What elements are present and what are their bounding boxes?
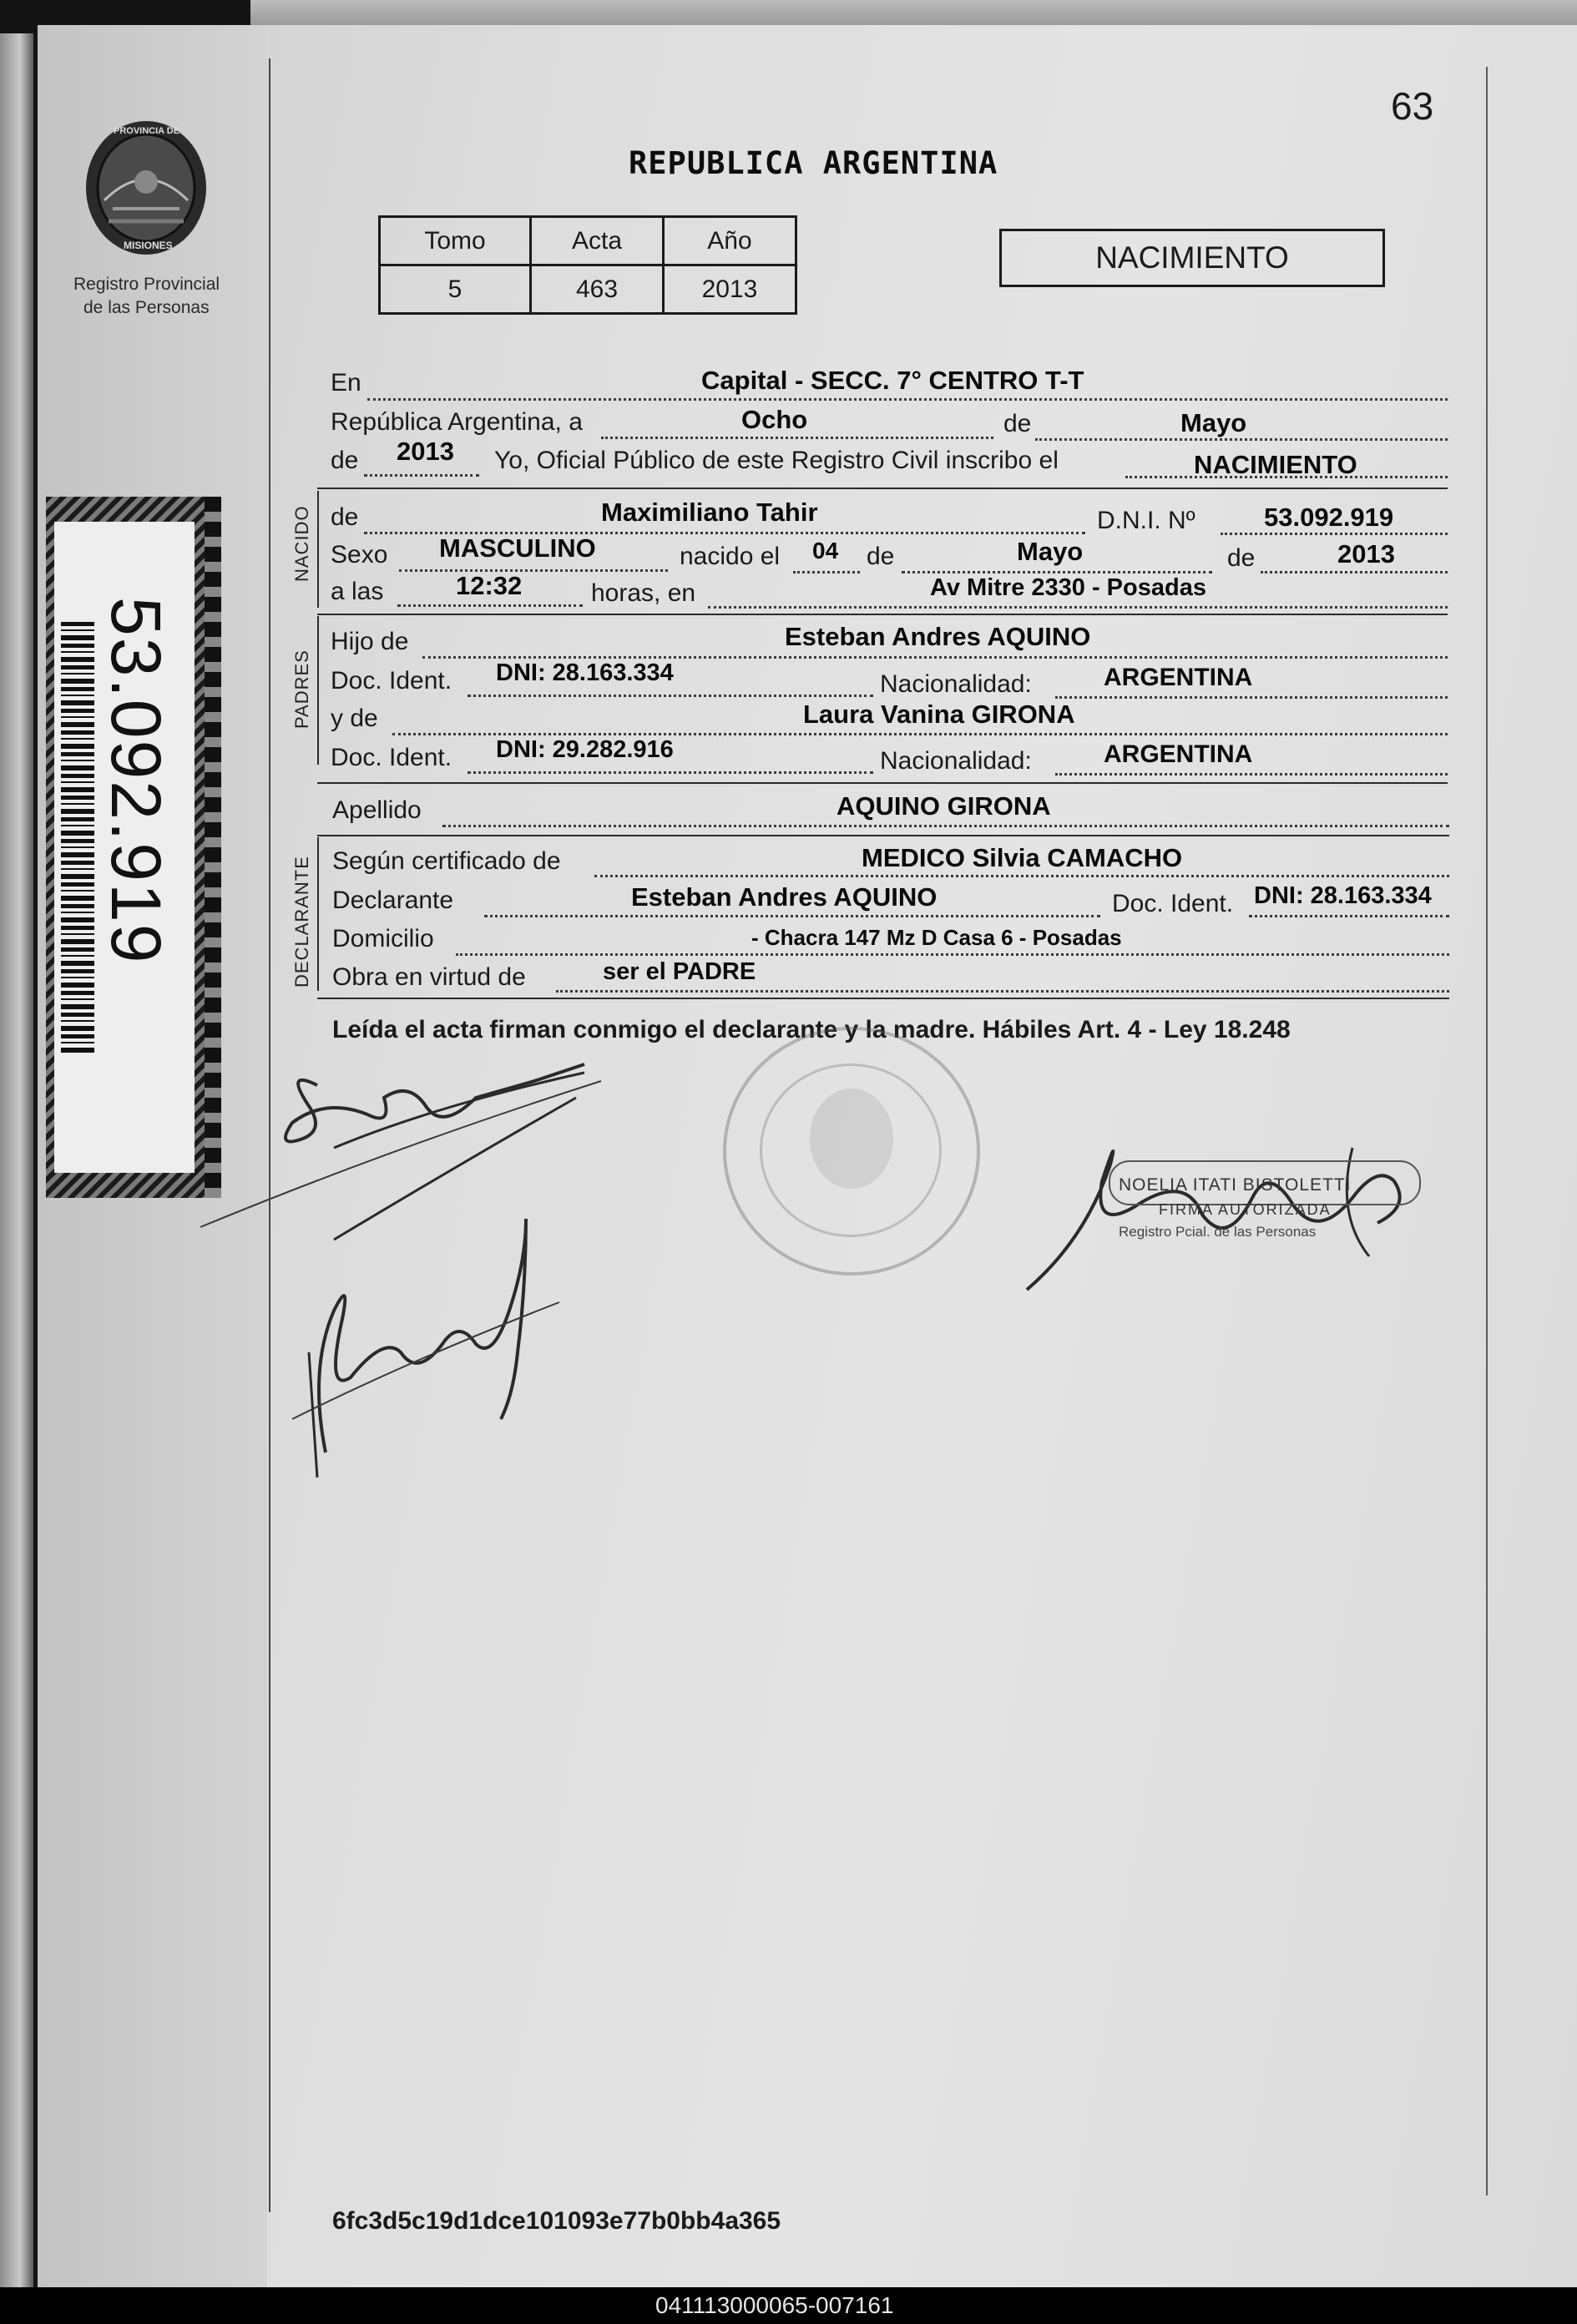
child-name-value: Maximiliano Tahir — [601, 498, 818, 527]
section-label-padres: PADRES — [291, 649, 312, 729]
dotted-line — [1035, 438, 1448, 441]
dotted-line — [1261, 571, 1448, 573]
section-divider — [317, 998, 1449, 999]
label-hijo-de: Hijo de — [331, 628, 409, 655]
registry-name-line1: Registro Provincial — [73, 275, 220, 294]
year-value: 2013 — [397, 437, 454, 466]
table-header-acta: Acta — [531, 217, 664, 265]
place-value: Capital - SECC. 7° CENTRO T-T — [701, 366, 1084, 395]
dotted-line — [1249, 915, 1449, 917]
label-de-year: de — [331, 447, 359, 474]
section-divider — [317, 782, 1448, 784]
emblem-text-top: PROVINCIA DE — [114, 126, 180, 136]
dotted-line — [399, 569, 668, 572]
table-value-acta: 463 — [531, 265, 664, 314]
label-apellido: Apellido — [332, 796, 422, 824]
dotted-line — [456, 953, 1449, 956]
section-divider — [317, 488, 1448, 489]
padres-bracket — [317, 616, 319, 765]
dotted-line — [422, 656, 1448, 659]
label-republica: República Argentina, a — [331, 408, 583, 436]
label-nacido-de: de — [331, 503, 359, 531]
mother-nationality-value: ARGENTINA — [1104, 740, 1253, 768]
section-label-nacido: NACIDO — [291, 505, 312, 582]
emblem-text-bottom: MISIONES — [124, 240, 173, 251]
dotted-line — [484, 915, 1100, 917]
mother-signature — [275, 1185, 593, 1503]
authority-stamp-office: Registro Pcial. de las Personas — [1119, 1224, 1317, 1240]
birth-day-value: 04 — [812, 538, 839, 563]
section-label-declarante: DECLARANTE — [291, 856, 312, 988]
dotted-line — [556, 990, 1449, 993]
act-value: NACIMIENTO — [1194, 450, 1357, 479]
dotted-line — [468, 771, 873, 774]
label-doc-ident-mother: Doc. Ident. — [331, 744, 452, 771]
dotted-line — [1055, 773, 1448, 776]
dotted-line — [468, 695, 873, 697]
child-dni-value: 53.092.919 — [1264, 503, 1394, 532]
address-value: - Chacra 147 Mz D Casa 6 - Posadas — [751, 925, 1122, 950]
book-binding-edge — [0, 33, 33, 2287]
label-declarante: Declarante — [332, 887, 454, 914]
birth-place-value: Av Mitre 2330 - Posadas — [930, 574, 1206, 601]
label-domicilio: Domicilio — [332, 925, 434, 952]
registry-name-line2: de las Personas — [83, 298, 210, 317]
father-name-value: Esteban Andres AQUINO — [785, 622, 1091, 651]
label-de-anio: de — [1227, 544, 1256, 572]
declarant-doc-value: DNI: 28.163.334 — [1254, 882, 1432, 909]
label-nacido-el: nacido el — [680, 543, 781, 570]
barcode-number: 53.092.919 — [97, 597, 175, 965]
dotted-line — [902, 571, 1212, 573]
table-value-tomo: 5 — [380, 265, 531, 314]
birth-year-value: 2013 — [1337, 539, 1395, 568]
barcode-bars — [61, 622, 94, 1056]
label-sexo: Sexo — [331, 541, 388, 568]
dotted-line — [708, 606, 1448, 609]
label-dni: D.N.I. Nº — [1097, 507, 1195, 534]
birth-time-value: 12:32 — [456, 571, 523, 600]
dotted-line — [1055, 696, 1448, 699]
act-type-label: NACIMIENTO — [1095, 240, 1289, 275]
authority-stamp-role: FIRMA AUTORIZADA — [1159, 1201, 1332, 1218]
label-nacionalidad-mother: Nacionalidad: — [880, 747, 1032, 775]
section-divider — [317, 835, 1449, 836]
label-en: En — [331, 369, 361, 397]
footer-code: 041113000065-007161 — [655, 2292, 894, 2318]
declarante-bracket — [317, 837, 319, 991]
page-number: 63 — [1391, 84, 1434, 128]
day-word-value: Ocho — [741, 405, 808, 434]
dotted-line — [367, 398, 1448, 401]
dotted-line — [397, 604, 583, 607]
label-y-de: y de — [331, 705, 378, 732]
document-hash: 6fc3d5c19d1dce101093e77b0bb4a365 — [332, 2207, 781, 2235]
province-emblem — [75, 109, 217, 275]
table-header-anio: Año — [664, 217, 796, 265]
dotted-line — [442, 825, 1449, 827]
month-value: Mayo — [1180, 408, 1247, 437]
dotted-line — [601, 437, 993, 439]
barcode-label — [54, 522, 195, 1173]
sex-value: MASCULINO — [439, 533, 596, 563]
declarant-name-value: Esteban Andres AQUINO — [631, 882, 938, 912]
father-nationality-value: ARGENTINA — [1104, 664, 1253, 691]
registry-table — [378, 215, 797, 315]
surname-value: AQUINO GIRONA — [837, 791, 1051, 821]
label-de: de — [1003, 410, 1032, 437]
right-frame-line — [1486, 67, 1488, 2195]
act-type-box — [999, 229, 1385, 287]
dotted-line — [594, 875, 1449, 877]
birth-month-value: Mayo — [1017, 537, 1084, 566]
label-nacionalidad-father: Nacionalidad: — [880, 670, 1032, 698]
nacido-bracket — [317, 491, 319, 608]
certificate-value: MEDICO Silvia CAMACHO — [862, 843, 1183, 872]
page-top-strip — [250, 0, 1577, 25]
closing-statement: Leída el acta firman conmigo el declarante y la madre. Hábiles Art. 4 - Ley 18.248 — [332, 1016, 1291, 1043]
label-de-mes: de — [867, 543, 895, 570]
label-certificado: Según certificado de — [332, 847, 561, 875]
dotted-line — [793, 571, 860, 573]
mother-doc-value: DNI: 29.282.916 — [496, 736, 674, 763]
table-value-anio: 2013 — [664, 265, 796, 314]
label-a-las: a las — [331, 578, 384, 605]
authority-stamp-name: NOELIA ITATI BISTOLETTI — [1119, 1175, 1352, 1195]
dotted-line — [1221, 533, 1448, 535]
label-doc-ident-father: Doc. Ident. — [331, 667, 452, 695]
label-horas-en: horas, en — [591, 579, 696, 607]
table-header-tomo: Tomo — [380, 217, 531, 265]
dotted-line — [392, 733, 1448, 735]
father-doc-value: DNI: 28.163.334 — [496, 659, 674, 686]
capacity-value: ser el PADRE — [603, 958, 756, 985]
label-doc-ident-declarante: Doc. Ident. — [1112, 890, 1234, 917]
dotted-line — [364, 474, 479, 477]
label-oficial: Yo, Oficial Público de este Registro Civil inscribo el — [494, 447, 1059, 474]
country-title: REPUBLICA ARGENTINA — [629, 145, 998, 181]
section-divider — [317, 614, 1448, 615]
official-seal — [723, 1027, 980, 1276]
official-seal-emblem — [810, 1089, 893, 1189]
mother-name-value: Laura Vanina GIRONA — [803, 700, 1075, 729]
label-obra: Obra en virtud de — [332, 963, 526, 991]
